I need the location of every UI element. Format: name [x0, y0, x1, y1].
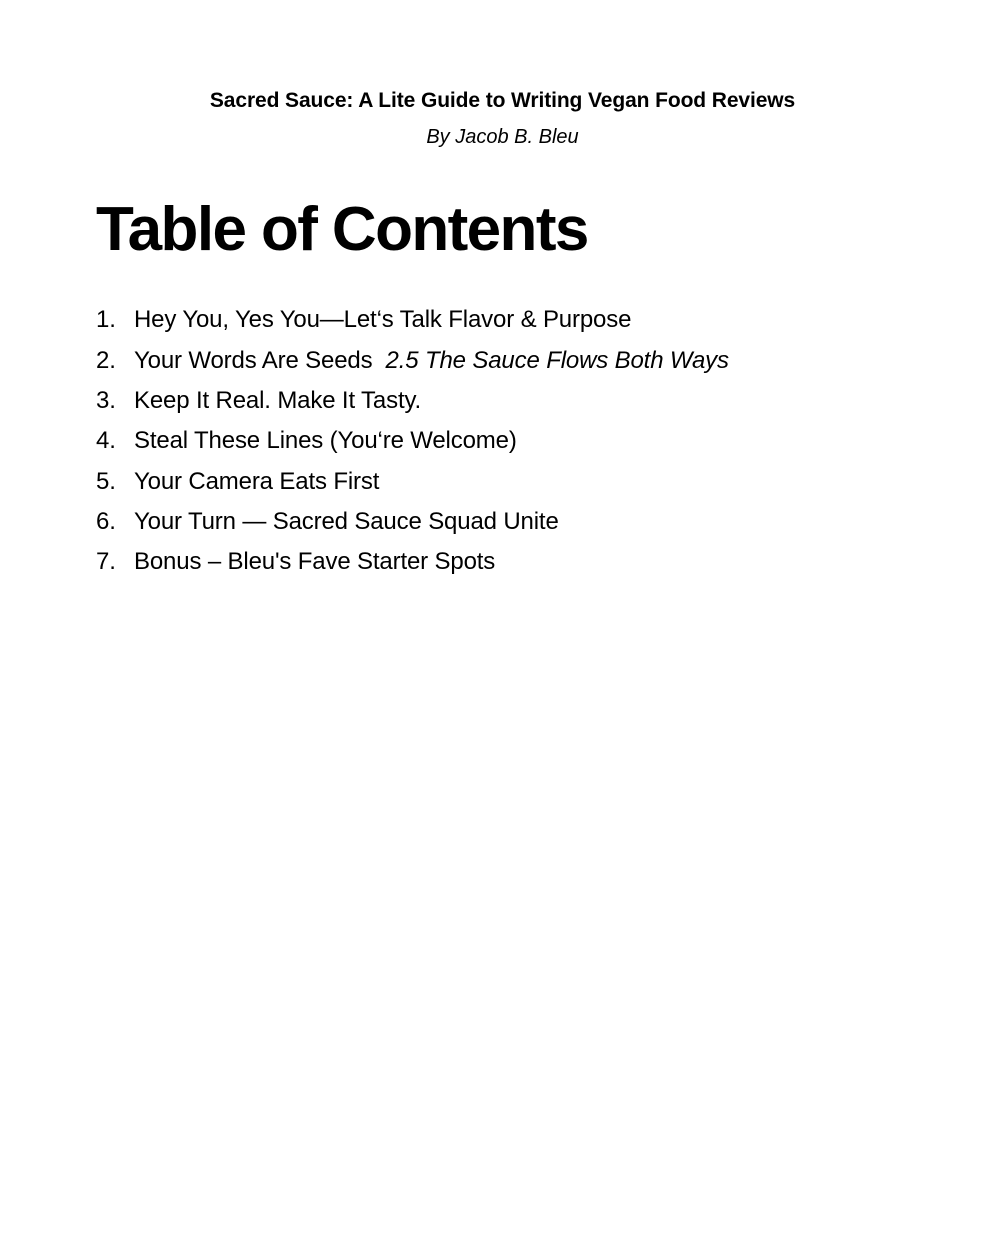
list-item-number: 7.	[96, 548, 116, 576]
list-item-subentry: 2.5 The Sauce Flows Both Ways	[385, 346, 729, 374]
document-header	[0, 0, 1005, 150]
list-item-label: Bonus – Bleu's Fave Starter Spots	[134, 548, 496, 576]
list-item-label: Keep It Real. Make It Tasty.	[134, 387, 422, 415]
list-item-number: 2.	[96, 346, 116, 374]
list-item-number: 5.	[96, 467, 116, 495]
list-item[interactable]	[96, 421, 1005, 461]
list-item[interactable]	[96, 341, 1005, 381]
list-item-number: 4.	[96, 427, 116, 455]
document-byline: By Jacob B. Bleu	[426, 126, 579, 149]
list-item-label: Hey You, Yes You—Let‘s Talk Flavor & Purpose	[134, 306, 632, 334]
list-item-number: 3.	[96, 387, 116, 415]
list-item-number: 1.	[96, 306, 116, 334]
list-item-label: Your Camera Eats First	[134, 467, 380, 495]
list-item-label: Your Turn — Sacred Sauce Squad Unite	[134, 508, 559, 535]
list-item[interactable]	[96, 300, 1005, 340]
list-item-label: Steal These Lines (You‘re Welcome)	[134, 427, 517, 455]
list-item-number: 6.	[96, 508, 116, 535]
list-item[interactable]	[96, 381, 1005, 421]
list-item[interactable]	[96, 462, 1005, 502]
table-of-contents-heading: Table of Contents	[96, 195, 588, 265]
list-item-label: Your Words Are Seeds	[134, 346, 386, 374]
table-of-contents-list	[0, 300, 1005, 582]
document-title: Sacred Sauce: A Lite Guide to Writing Vegan Food Reviews	[209, 89, 796, 112]
list-item[interactable]	[96, 542, 1005, 582]
list-item[interactable]	[96, 502, 1005, 542]
